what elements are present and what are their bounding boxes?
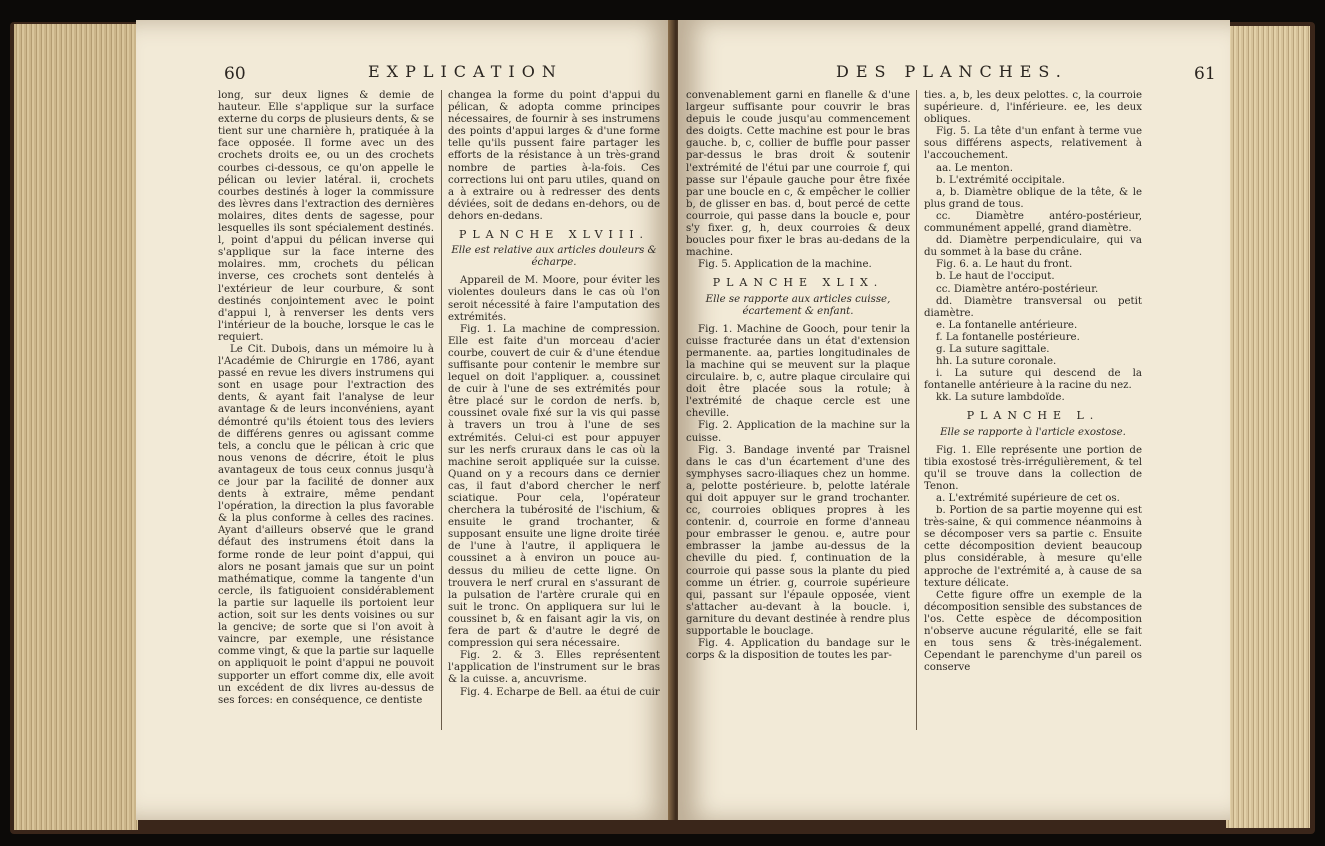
plate-heading: PLANCHE L. xyxy=(966,409,1100,423)
legend-item: Fig. 6. a. Le haut du front. xyxy=(936,259,1073,271)
page-number: 61 xyxy=(1194,64,1216,84)
legend-item: f. La fontanelle postérieure. xyxy=(936,331,1080,343)
plate-heading: PLANCHE XLIX. xyxy=(712,276,884,290)
paragraph: Fig. 5. La tête d'un enfant à terme vue sous différens aspects, relativement à l'accouchement. xyxy=(924,126,1142,162)
right-column-1 xyxy=(686,90,910,662)
paragraph: long, sur deux lignes & demie de hauteur. Elle s'applique sur la surface externe du corps de plusieurs dents, & se tient sur une charnière h, pratiquée à la face opposée. Il forme avec un des crochets droits ee, ou un des crochets courbes ci-dessous, ce qu'on appelle le pélican ou levier latéral. ii, crochets courbes destinés à loger la commissure des lèvres dans l'extraction des dernières molaires, dites dents de sagesse, pour lesquelles ils sont spécialement destinés. l, point d'appui du pélican inverse qui s'applique sur la face interne des molaires. mm, crochets du pélican inverse, ces crochets sont dentelés à l'extérieur de leur courbure, & sont destinés conjointement avec le point d'appui l, à renverser les dents vers l'intérieur de la bouche, lorsque le cas le requiert. xyxy=(218,90,434,343)
left-page-edges xyxy=(14,24,138,830)
legend-item: cc. Diamètre antéro-postérieur, communément appellé, grand diamètre. xyxy=(924,210,1142,235)
legend-item: g. La suture sagittale. xyxy=(936,343,1050,355)
paragraph: Fig. 5. Application de la machine. xyxy=(698,259,872,271)
legend-item: kk. La suture lambdoïde. xyxy=(936,392,1065,404)
legend-item: a, b. Diamètre oblique de la tête, & le plus grand de tous. xyxy=(924,186,1142,210)
paragraph: Fig. 1. Elle représente une portion de tibia exostosé très-irrégulièrement, & tel qu'il se trouve dans la collection de Tenon. xyxy=(924,444,1142,492)
paragraph: Le Cit. Dubois, dans un mémoire lu à l'Académie de Chirurgie en 1786, ayant passé en revue les divers instrumens qui sont en usage pour l'extraction des dents, & ayant fait l'analyse de leur avantage & de leurs inconvéniens, ayant démontré qu'ils étoient tous des leviers de différens genres ou agissant comme tels, a conclu que le pélican à cric que nous venons de décrire, étoit le plus avantageux de tous ceux connus jusqu'à ce jour par la facilité de donner aux dents à extraire, même pendant l'opération, la direction la plus favorable & la plus conforme à celles des racines. Ayant d'ailleurs observé que le grand défaut des instrumens étoit dans la forme ronde de leur point d'appui, qui alors ne posant jamais que sur un point mathématique, comme la tangente d'un cercle, ils fatiguoient considérablement la partie sur laquelle ils portoient leur action, soit sur les dents voisines ou sur la gencive; de sorte que si l'on avoit à vaincre, par exemple, une résistance comme vingt, & que la partie sur laquelle on appliquoit le point d'appui ne pouvoit supporter un effort comme dix, elle avoit un excédent de dix livres au-dessus de ses forces: en conséquence, ce dentiste xyxy=(218,343,434,706)
legend-item: hh. La suture coronale. xyxy=(936,356,1057,368)
running-head: EXPLICATION xyxy=(368,62,563,81)
plate-subtitle: Elle se rapporte aux articles cuisse, écartement & enfant. xyxy=(705,293,891,317)
column-rule xyxy=(916,90,917,730)
paragraph: Fig. 1. La machine de compression. Elle est faite d'un morceau d'acier courbe, couvert de cuir & d'une étendue suffisante pour contenir le membre sur lequel on doit l'appliquer. a, coussinet de cuir à l'une de ses extrémités pour être placé sur le cordon de nerfs. b, coussinet ovale fixé sur la vis qui passe à travers un trou à l'une de ses extrémités. Celui-ci est pour appuyer sur les nerfs cruraux dans le cas où la machine seroit appliquée sur la cuisse. Quand on y a recours dans ce dernier cas, il faut d'abord chercher le nerf sciatique. Pour cela, l'opérateur cherchera la tubérosité de l'ischium, & ensuite le grand trochanter, & supposant ensuite une ligne droite tirée de l'une à l'autre, il appliquera le coussinet a à environ un pouce au-dessus du milieu de cette ligne. On trouvera le nerf crural en s'assurant de la pulsation de l'artère crurale qui en suit le tronc. On appliquera sur lui le coussinet b, & en faisant agir la vis, on fera de part & d'autre le degré de compression qui sera nécessaire. xyxy=(448,323,660,650)
legend-item: cc. Diamètre antéro-postérieur. xyxy=(936,283,1099,295)
legend-item: dd. Diamètre transversal ou petit diamètre. xyxy=(924,295,1142,319)
running-head: DES PLANCHES. xyxy=(836,62,1068,81)
paragraph: ties. a, b, les deux pelottes. c, la courroie supérieure. d, l'inférieure. ee, les deux obliques. xyxy=(924,90,1142,126)
paragraph: Cette figure offre un exemple de la décomposition sensible des substances de l'os. Cette espèce de décomposition n'observe aucune régularité, elle se fait en tous sens & très-inégalement. Cependant le parenchyme d'un pareil os conserve xyxy=(924,589,1142,674)
right-page xyxy=(678,20,1230,820)
right-page-edges xyxy=(1226,26,1310,828)
legend-item: i. La suture qui descend de la fontanelle antérieure à la racine du nez. xyxy=(924,368,1142,392)
legend-item: aa. Le menton. xyxy=(936,162,1013,174)
column-rule xyxy=(441,90,442,730)
legend-item: a. L'extrémité supérieure de cet os. xyxy=(936,493,1120,504)
paragraph: Appareil de M. Moore, pour éviter les violentes douleurs dans le cas où l'on seroit nécessité à faire l'amputation des extrémités. xyxy=(448,275,660,323)
legend-item: e. La fontanelle antérieure. xyxy=(936,319,1078,331)
left-column-2 xyxy=(448,90,660,699)
paragraph: convenablement garni en flanelle & d'une largeur suffisante pour couvrir le bras depuis le coude jusqu'au commencement des doigts. Cette machine est pour le bras gauche. b, c, collier de buffle pour passer par-dessus le bras droit & soutenir l'extrémité de l'étui par une courroie f, qui passe sur l'épaule gauche pour être fixée par une boucle en c, & empêcher le collier b, de glisser en bas. d, bout percé de cette courroie, qui passe dans la boucle e, pour s'y fixer. g, h, deux courroies & deux boucles pour fixer le bras au-dedans de la machine. xyxy=(686,90,910,259)
paragraph: Fig. 2. Application de la machine sur la cuisse. xyxy=(686,420,910,444)
paragraph: Fig. 2. & 3. Elles représentent l'application de l'instrument sur le bras & la cuisse. a, ancuvrisme. xyxy=(448,650,660,686)
left-column-1 xyxy=(218,90,434,707)
paragraph: Fig. 3. Bandage inventé par Traisnel dans le cas d'un écartement d'une des symphyses sacro-iliaques chez un homme. a, pelotte postérieure. b, pelotte latérale qui doit appuyer sur le grand trochanter. cc, courroies obliques propres à les contenir. d, courroie en forme d'anneau pour embrasser le genou. e, autre pour embrasser la jambe au-dessus de la cheville du pied. f, continuation de la courroie qui passe sous la plante du pied comme un étrier. g, courroie supérieure qui, passant sur l'épaule opposée, vient s'attacher au-devant à la boucle. i, garniture du devant destinée à rendre plus supportable le bouclage. xyxy=(686,444,910,638)
legend-item: dd. Diamètre perpendiculaire, qui va du sommet à la base du crâne. xyxy=(924,235,1142,259)
plate-heading: PLANCHE XLVIII. xyxy=(458,228,650,242)
page-number: 60 xyxy=(224,64,246,84)
right-column-2 xyxy=(924,90,1142,674)
legend-item: b. Le haut de l'occiput. xyxy=(936,271,1055,283)
left-page xyxy=(136,20,673,820)
legend-item: b. L'extrémité occipitale. xyxy=(936,174,1065,186)
paragraph: Fig. 4. Application du bandage sur le corps & la disposition de toutes les par- xyxy=(686,638,910,662)
paragraph: Fig. 4. Echarpe de Bell. aa étui de cuir xyxy=(460,686,660,698)
plate-subtitle: Elle est relative aux articles douleurs & écharpe. xyxy=(451,245,657,269)
paragraph: changea la forme du point d'appui du pélican, & adopta comme principes nécessaires, de fournir à ses instrumens des points d'appui larges & d'une forme telle qu'ils pussent faire partager les efforts de la résistance à un très-grand nombre de parties à-la-fois. Ces corrections lui ont paru utiles, quand on a à extraire ou à redresser des dents déviées, soit de dedans en-dehors, ou de dehors en-dedans. xyxy=(448,90,660,222)
plate-subtitle: Elle se rapporte à l'article exostose. xyxy=(940,426,1126,438)
paragraph: Fig. 1. Machine de Gooch, pour tenir la cuisse fracturée dans un état d'extension permanente. aa, parties longitudinales de la machine qui se meuvent sur la plaque circulaire. b, c, autre plaque circulaire qui doit être placée sous la rotule; à l'extrémité de chaque cercle est une cheville. xyxy=(686,323,910,420)
paragraph: b. Portion de sa partie moyenne qui est très-saine, & qui commence néanmoins à se décomposer vers sa partie c. Ensuite cette décomposition devient beaucoup plus considérable, à mesure qu'elle approche de l'extrémité a, à cause de sa texture délicate. xyxy=(924,505,1142,589)
